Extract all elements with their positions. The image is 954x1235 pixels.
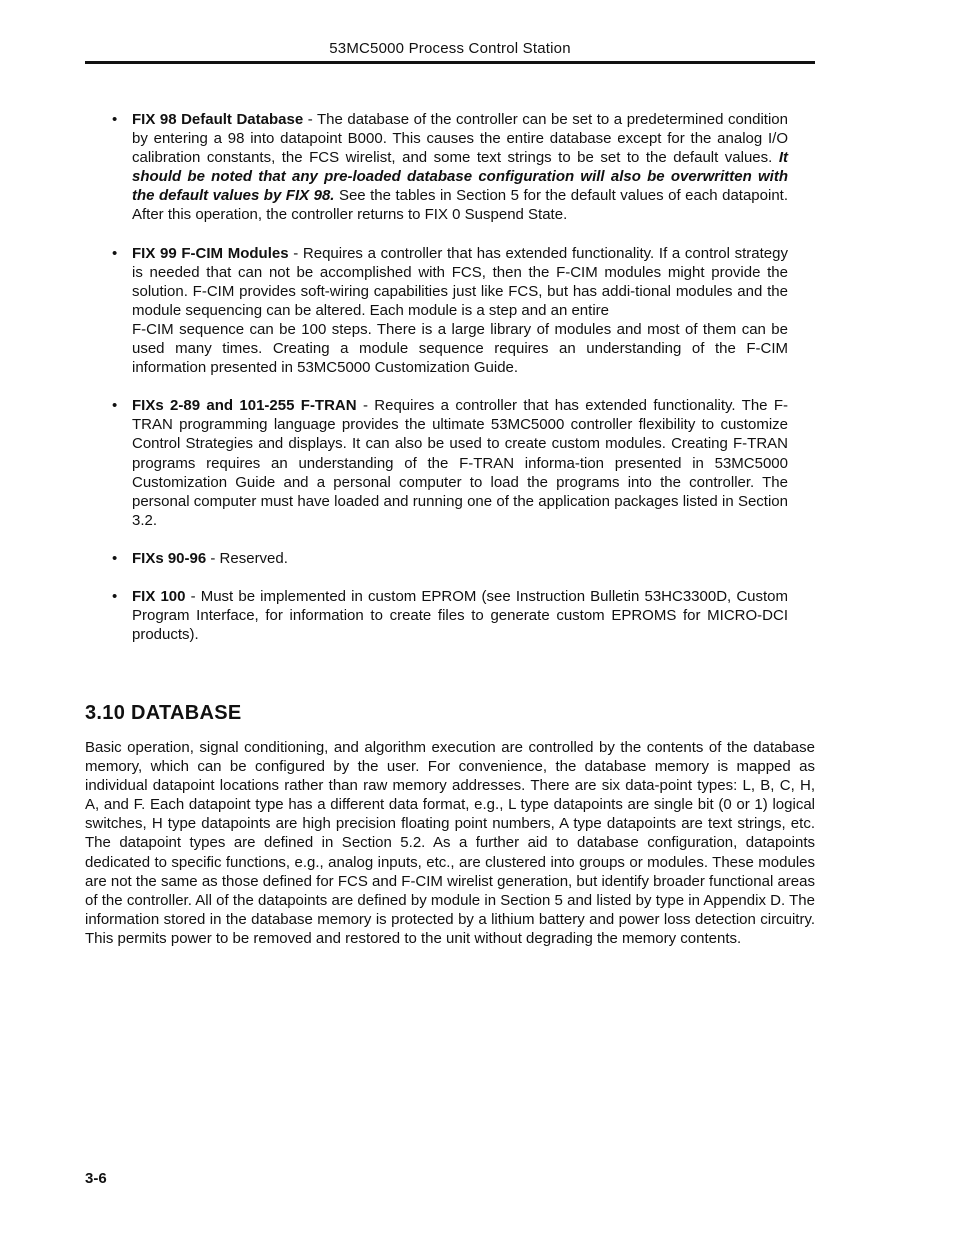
- bullet-marker: •: [112, 397, 118, 415]
- item-term: FIXs 2-89 and 101-255 F-TRAN: [132, 397, 357, 415]
- item-term: FIX 99 F-CIM Modules: [132, 244, 289, 262]
- bullet-marker: •: [112, 111, 118, 128]
- list-item-fix-98: [112, 110, 788, 225]
- section-heading: 3.10 DATABASE: [85, 702, 242, 724]
- item-text: - Requires a controller that has extended functionality. If a control strategy is needed that can not be accomplished with FCS, then the F-CIM modules might provide the solution. F-CIM provides soft-wiring capabilities just like FCS, but has addi-tional modules and the module sequencing can be altered. Each module is a step and an entire: [132, 244, 788, 319]
- item-text-continued: See the tables in Section 5 for the default values of each datapoint. After this operation, the controller returns to FIX 0 Suspend State.: [132, 187, 788, 224]
- list-item-fix-99: [112, 244, 788, 378]
- item-text: - The database of the controller can be set to a predetermined condition by entering a 98 into datapoint B000. This causes the entire database except for the analog I/O calibration constants, the FCS wirelist, and some text strings to be set to the default values.: [132, 111, 788, 167]
- item-term: FIX 98 Default Database: [132, 111, 304, 128]
- bullet-marker: •: [112, 244, 118, 262]
- bullet-marker: •: [112, 549, 118, 567]
- item-term: FIXs 90-96: [132, 549, 207, 567]
- item-text: - Reserved.: [206, 549, 288, 567]
- section-paragraph: Basic operation, signal conditioning, and algorithm execution are controlled by the contents of the database memory, which can be configured by the user. For convenience, the database memory is mapped as individual datapoint locations rather than raw memory addresses. There are six data-point types: L, B, C, H, A, and F. Each datapoint type has a different data format, e.g., L type datapoints are single bit (0 or 1) logical switches, H type datapoints are high precision floating point numbers, A type datapoints are text strings, etc. The datapoint types are defined in Section 5.2. As a further aid to database configuration, datapoints dedicated to specific functions, e.g., analog inputs, etc., are clustered into groups or modules. These modules are not the same as those defined for FCS and F-CIM wirelist generation, but identify broader functional areas of the controller. All of the datapoints are defined by module in Section 5 and listed by type in Appendix D. The information stored in the database memory is protected by a lithium battery and power loss detection circuitry. This permits power to be removed and restored to the unit without degrading the memory contents.: [85, 739, 815, 947]
- bullet-marker: •: [112, 587, 118, 605]
- list-item-fix-100: [112, 587, 788, 644]
- item-emphasis: It should be noted that any pre-loaded database configuration will also be overwritten with the default values by FIX 98.: [132, 149, 788, 205]
- item-term: FIX 100: [132, 587, 186, 605]
- item-text-continued: F-CIM sequence can be 100 steps. There is a large library of modules and most of them can be used many times. Creating a module sequence requires an understanding of the F-CIM information presented in 53MC5000 Customization Guide.: [132, 320, 788, 377]
- item-text: - Requires a controller that has extended functionality. The F-TRAN programming language provides the ultimate 53MC5000 controller flexibility to customize Control Strategies and displays. It can also be used to create custom modules. Creating F-TRAN programs requires an understanding of the F-TRAN informa-tion presented in 53MC5000 Customization Guide and a personal computer to load the programs into the controller. The personal computer must have loaded and running one of the application packages listed in Section 3.2.: [132, 397, 788, 529]
- item-text: - Must be implemented in custom EPROM (see Instruction Bulletin 53HC3300D, Custom Program Interface, for information to create files to generate custom EPROMS for MICRO-DCI products).: [132, 587, 788, 644]
- fix-list: [112, 110, 788, 663]
- page-header: 53MC5000 Process Control Station: [329, 40, 571, 57]
- header-rule: [85, 61, 815, 64]
- list-item-fix-90-96: [112, 549, 788, 568]
- page-number: 3-6: [85, 1170, 107, 1187]
- list-item-fix-ftran: [112, 396, 788, 530]
